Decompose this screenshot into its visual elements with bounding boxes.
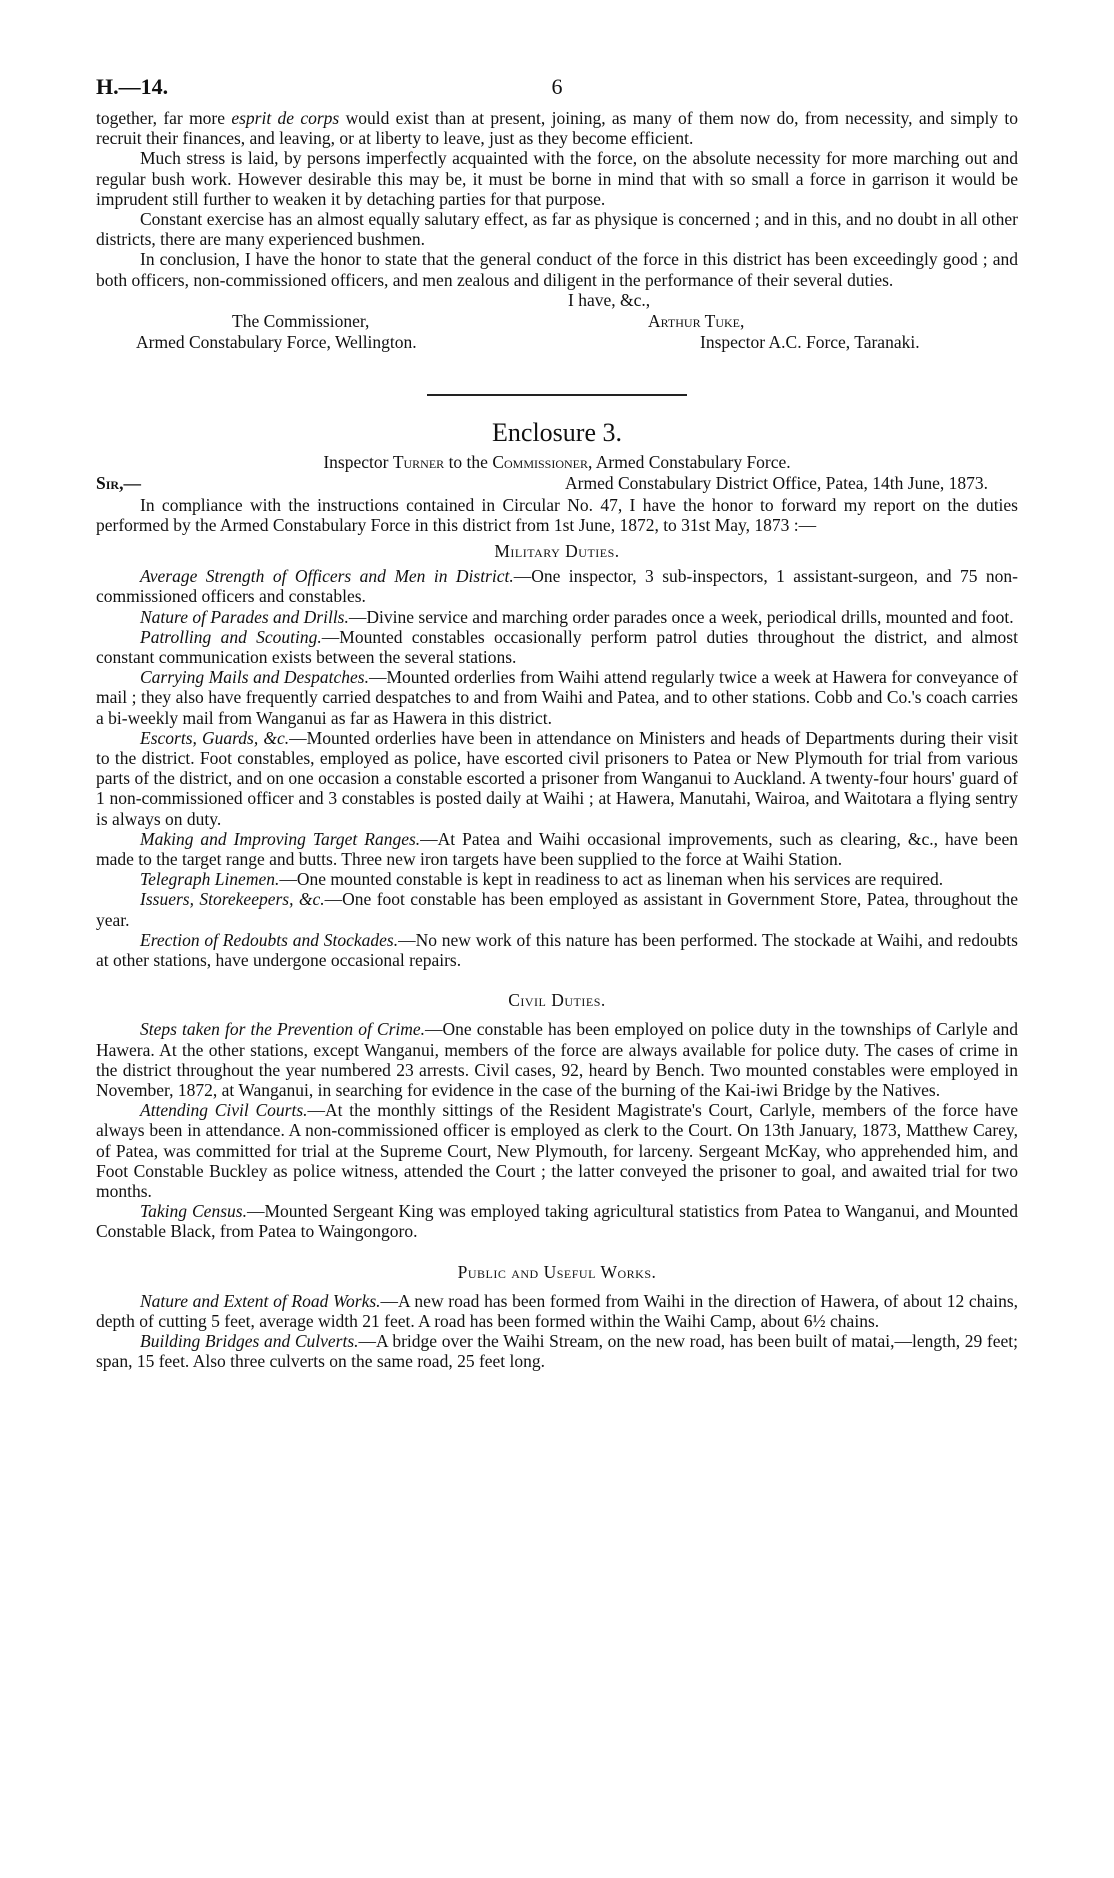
list-item: Making and Improving Target Ranges.—At Patea and Waihi occasional improvements, such as clearing, &c., have been made to the target range and butts. Three new iron targets have been supplied to the force at Waihi Station. <box>96 828 1019 870</box>
list-item: Average Strength of Officers and Men in District.—One inspector, 3 sub-inspectors, 1 assistant-surgeon, and 75 non-commissioned officers and constables. <box>96 566 1018 607</box>
list-item: Escorts, Guards, &c.—Mounted orderlies have been in attendance on Ministers and heads of Departments during their visit to the district. Foot constables, employed as police, have escorted civil prisoners to Patea or New Plymouth for trial from various parts of the district, and on one occasion a constable escorted a prisoner from Wanganui to Auckland. A twenty-four hours' guard of 1 non-commissioned officer and 3 constables is posted daily at Waihi ; at Hawera, Manutahi, Wairoa, and Waitotara a flying sentry is always on duty. <box>96 727 1019 829</box>
enclosure-title: Enclosure 3. <box>492 417 622 447</box>
list-item: Telegraph Linemen.—One mounted constable is kept in readiness to act as lineman when his services are required. <box>140 869 944 890</box>
section-divider <box>427 394 687 396</box>
salutation: Sir,— <box>96 472 141 493</box>
document-reference: H.—14. <box>96 74 169 99</box>
public-works <box>96 1291 1018 1372</box>
addressee-line-2: Armed Constabulary Force, Wellington. <box>136 331 417 352</box>
paragraph: Much stress is laid, by persons imperfectly acquainted with the force, on the absolute necessity for more marching out and regular bush work. However desirable this may be, it must be borne in mind that with so small a force in garrison it would be imprudent still further to weaken it by detaching parties for that purpose. <box>96 148 1018 209</box>
list-item: Nature and Extent of Road Works.—A new road has been formed from Waihi in the direction of Hawera, of about 12 chains, depth of cutting 5 feet, average width 21 feet. A road has been formed within the Waihi Camp, about 6½ chains. <box>96 1290 1019 1331</box>
paragraph: In compliance with the instructions contained in Circular No. 47, I have the honor to forward my report on the duties performed by the Armed Constabulary Force in this district from 1st June, 1872, to 31st May, 1873 :— <box>96 494 1018 536</box>
list-item: Nature of Parades and Drills.—Divine service and marching order parades once a week, periodical drills, mounted and foot. <box>140 606 1014 627</box>
salutation-line <box>96 473 1018 495</box>
enclosure-body <box>96 495 1018 535</box>
list-item: Patrolling and Scouting.—Mounted constables occasionally perform patrol duties throughout the district, and almost constant communication exists between the several stations. <box>96 626 1018 668</box>
page-header <box>96 68 1018 108</box>
list-item: Building Bridges and Culverts.—A bridge over the Waihi Stream, on the new road, has been built of matai,—length, 29 feet; span, 15 feet. Also three culverts on the same road, 25 feet long. <box>96 1330 1018 1372</box>
military-duties <box>96 566 1018 970</box>
list-item: Taking Census.—Mounted Sergeant King was employed taking agricultural statistics from Patea to Wanganui, and Mounted Constable Black, from Patea to Waingongoro. <box>96 1201 1018 1242</box>
civil-duties <box>96 1019 1018 1241</box>
paragraph: In conclusion, I have the honor to state that the general conduct of the force in this district has been exceedingly good ; and both officers, non-commissioned officers, and men zealous and diligent in the performance of their several duties. <box>96 249 1018 290</box>
section-heading-civil: Civil Duties. <box>508 990 606 1011</box>
list-item: Steps taken for the Prevention of Crime.—One constable has been employed on police duty in the townships of Carlyle and Hawera. At the other stations, except Wanganui, members of the force are always available for police duty. The cases of crime in the district throughout the year numbered 23 arrests. Civil cases, 92, heard by Bench. Two mounted constables were employed in November, 1872, at Wanganui, in searching for evidence in the case of the burning of the Kai-iwi Bridge by the Natives. <box>96 1019 1018 1100</box>
page-number: 6 <box>551 74 563 99</box>
section-heading-military: Military Duties. <box>494 541 620 562</box>
addressee-line-1: The Commissioner, <box>232 310 370 331</box>
enclosure-subtitle: Inspector Turner to the Commissioner, Armed Constabulary Force. <box>323 451 791 472</box>
list-item: Carrying Mails and Despatches.—Mounted orderlies from Waihi attend regularly twice a week at Hawera for conveyance of mail ; they also have frequently carried despatches to and from Waihi and Patea, and to other stations. Cobb and Co.'s coach carries a bi-weekly mail from Wanganui as far as Hawera in this district. <box>96 667 1018 728</box>
signatory-rank: Inspector A.C. Force, Taranaki. <box>700 331 920 352</box>
list-item: Erection of Redoubts and Stockades.—No new work of this nature has been performed. The stockade at Waihi, and redoubts at other stations, have undergone occasional repairs. <box>96 929 1018 971</box>
signature-block <box>96 290 1018 356</box>
list-item: Attending Civil Courts.—At the monthly sittings of the Resident Magistrate's Court, Carlyle, members of the force have always been in attendance. A non-commissioned officer is employed as clerk to the Court. On 13th January, 1873, Matthew Carey, of Patea, was committed for trial at the Supreme Court, New Plymouth, for larceny. Sergeant McKay, who apprehended him, and Foot Constable Buckley as police witness, attended the Court ; the latter conveyed the prisoner to goal, and awaited trial for two months. <box>96 1100 1018 1201</box>
letter-body <box>96 108 1018 290</box>
office-dateline: Armed Constabulary District Office, Patea, 14th June, 1873. <box>565 472 988 493</box>
section-heading-public-works: Public and Useful Works. <box>457 1261 657 1282</box>
paragraph: together, far more esprit de corps would exist than at present, joining, as many of them now do, from necessity, and simply to recruit their finances, and leaving, or at liberty to leave, just as they become efficient. <box>96 108 1018 149</box>
list-item: Issuers, Storekeepers, &c.—One foot constable has been employed as assistant in Government Store, Patea, throughout the year. <box>96 889 1018 930</box>
paragraph: Constant exercise has an almost equally salutary effect, as far as physique is concerned ; and in this, and no doubt in all other districts, there are many experienced bushmen. <box>96 209 1018 250</box>
closing: I have, &c., <box>568 289 651 310</box>
signatory-name: Arthur Tuke, <box>648 310 745 331</box>
